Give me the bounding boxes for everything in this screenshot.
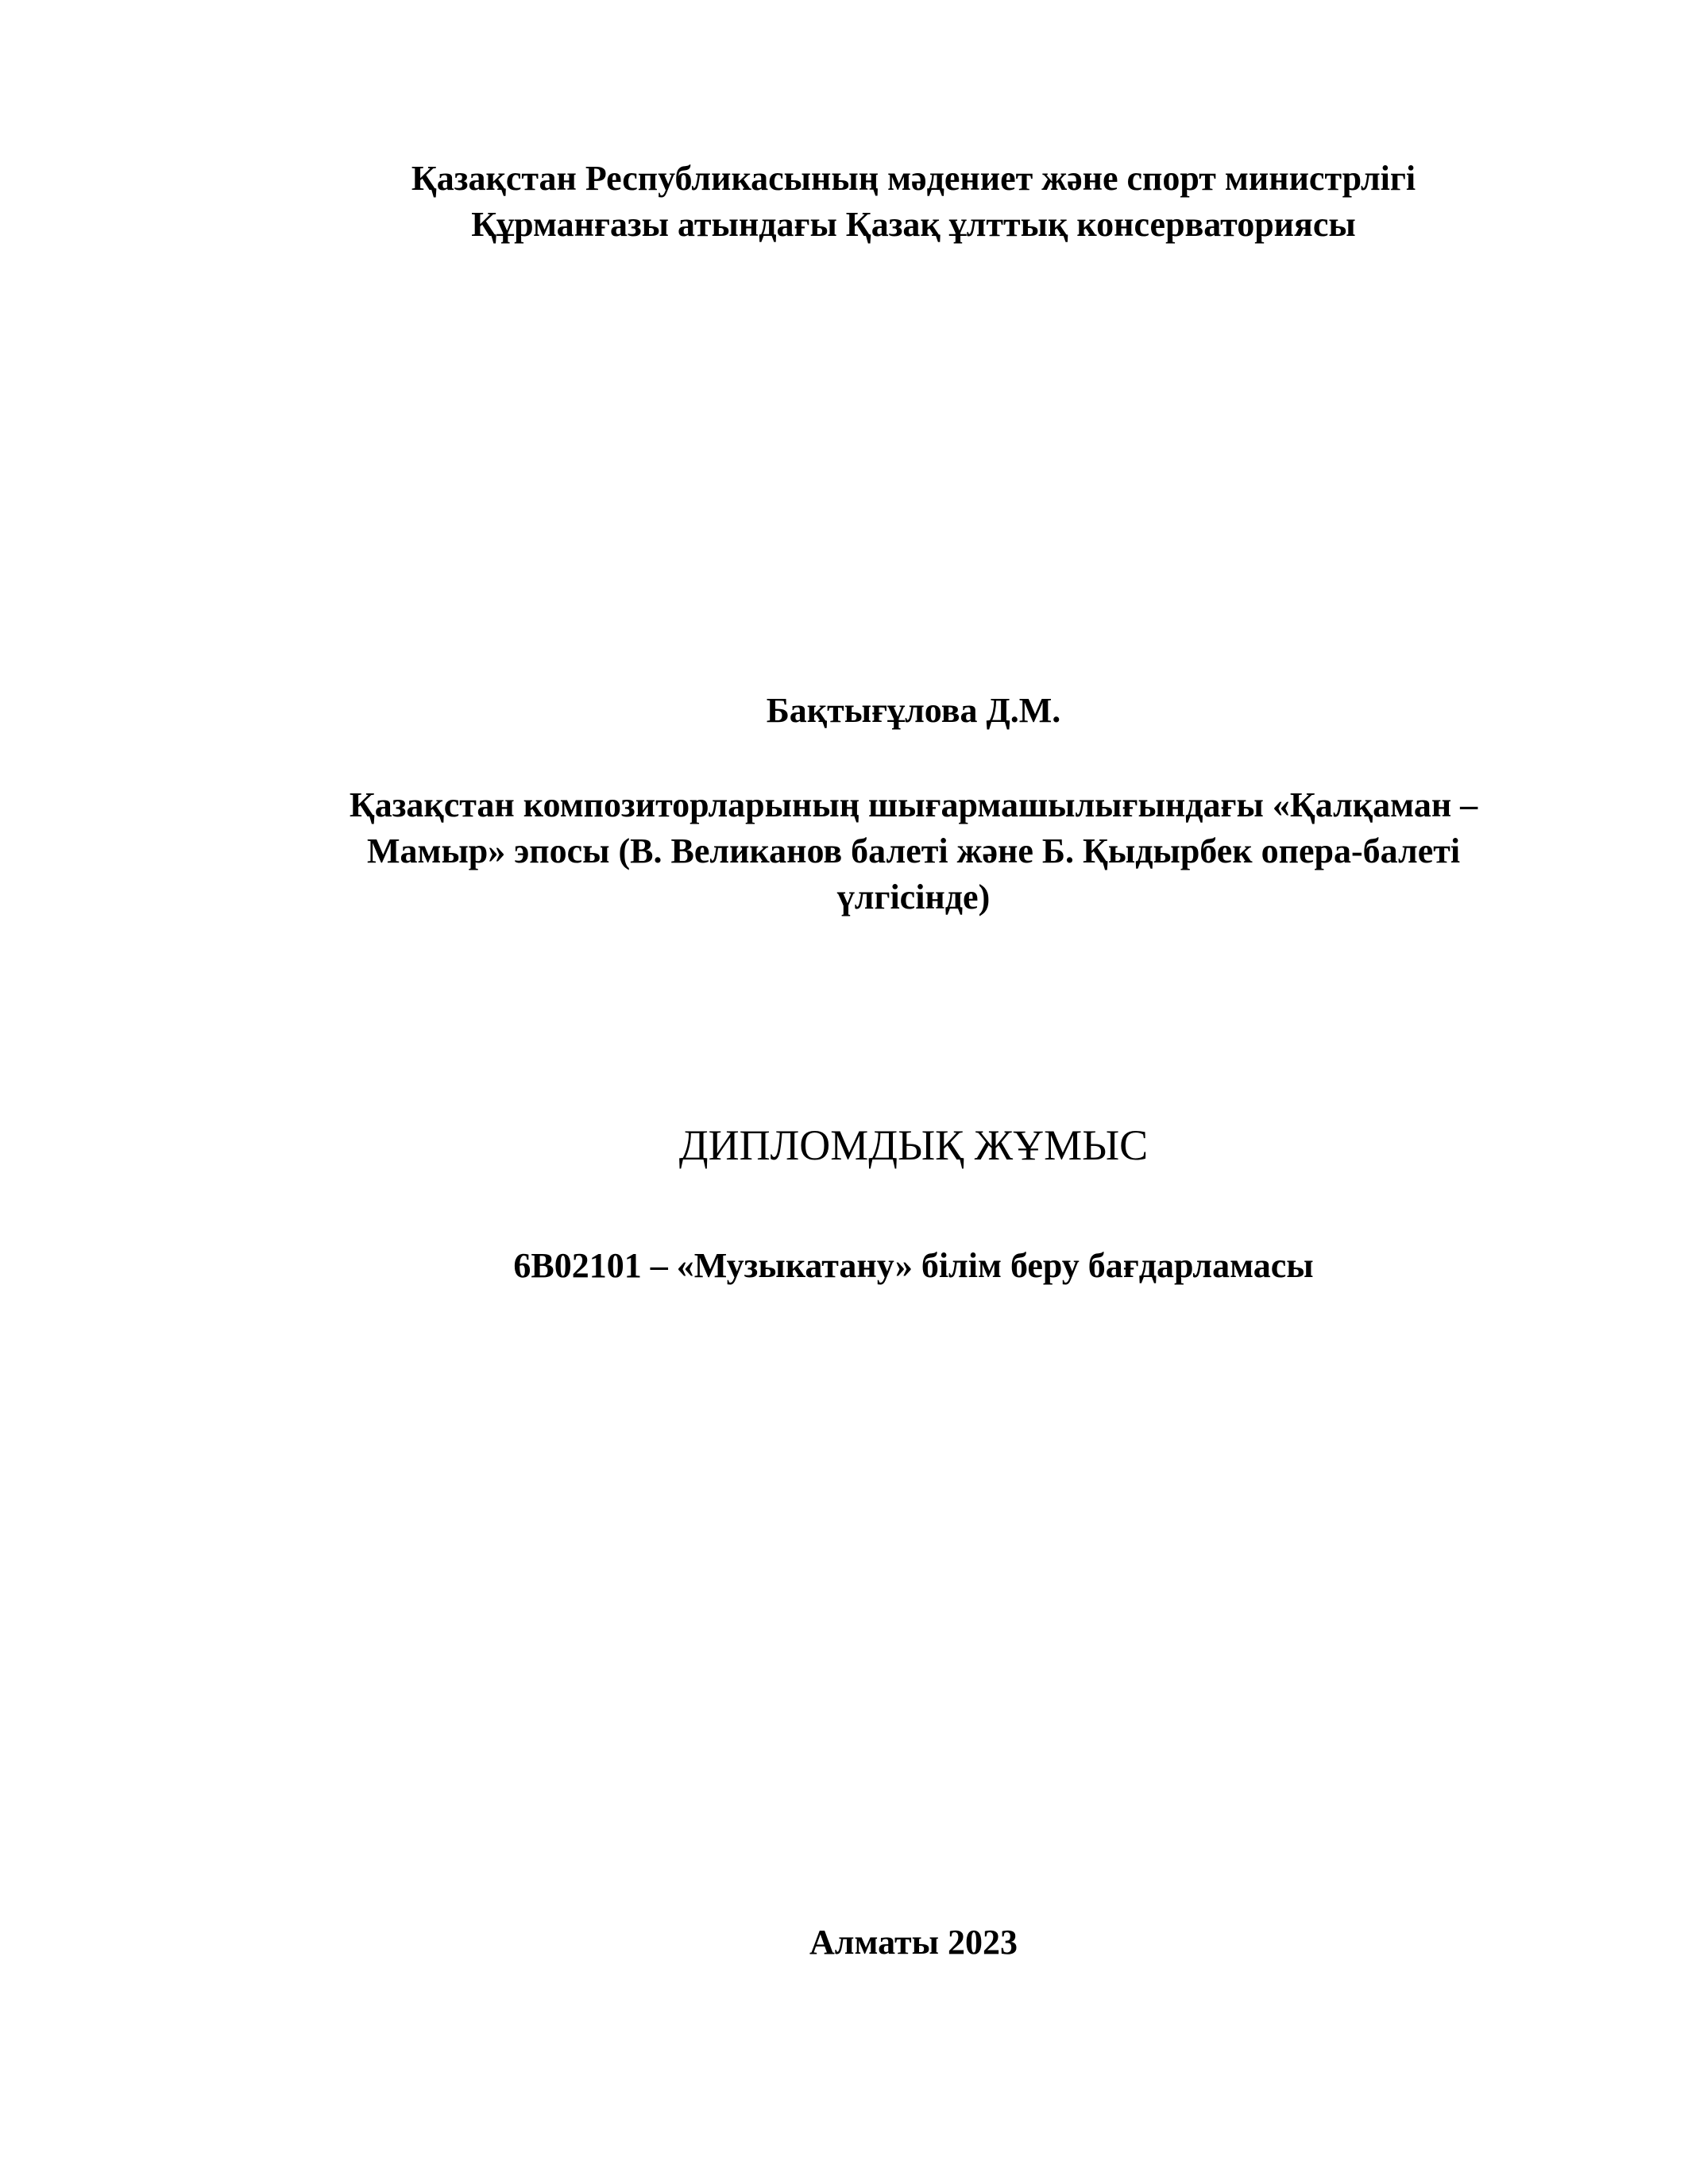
- thesis-title-line-1: Қазақстан композиторларының шығармашылығындағы «Қалқаман –: [349, 785, 1478, 824]
- document-type-heading: ДИПЛОМДЫҚ ЖҰМЫС: [678, 1121, 1149, 1169]
- ministry-name: Қазақстан Республикасының мәдениет және спорт министрлігі: [411, 159, 1416, 198]
- thesis-title-line-3: үлгісінде): [836, 878, 991, 916]
- conservatory-name: Құрманғазы атындағы Қазақ ұлттық консерваториясы: [471, 205, 1356, 244]
- thesis-title-line-2: Мамыр» эпосы (В. Великанов балеті және Б. Қыдырбек опера-балеті: [366, 832, 1461, 870]
- city-year: Алматы 2023: [809, 1923, 1018, 1962]
- author-name: Бақтығұлова Д.М.: [766, 691, 1061, 730]
- education-program: 6В02101 – «Музыкатану» білім беру бағдарламасы: [513, 1246, 1314, 1285]
